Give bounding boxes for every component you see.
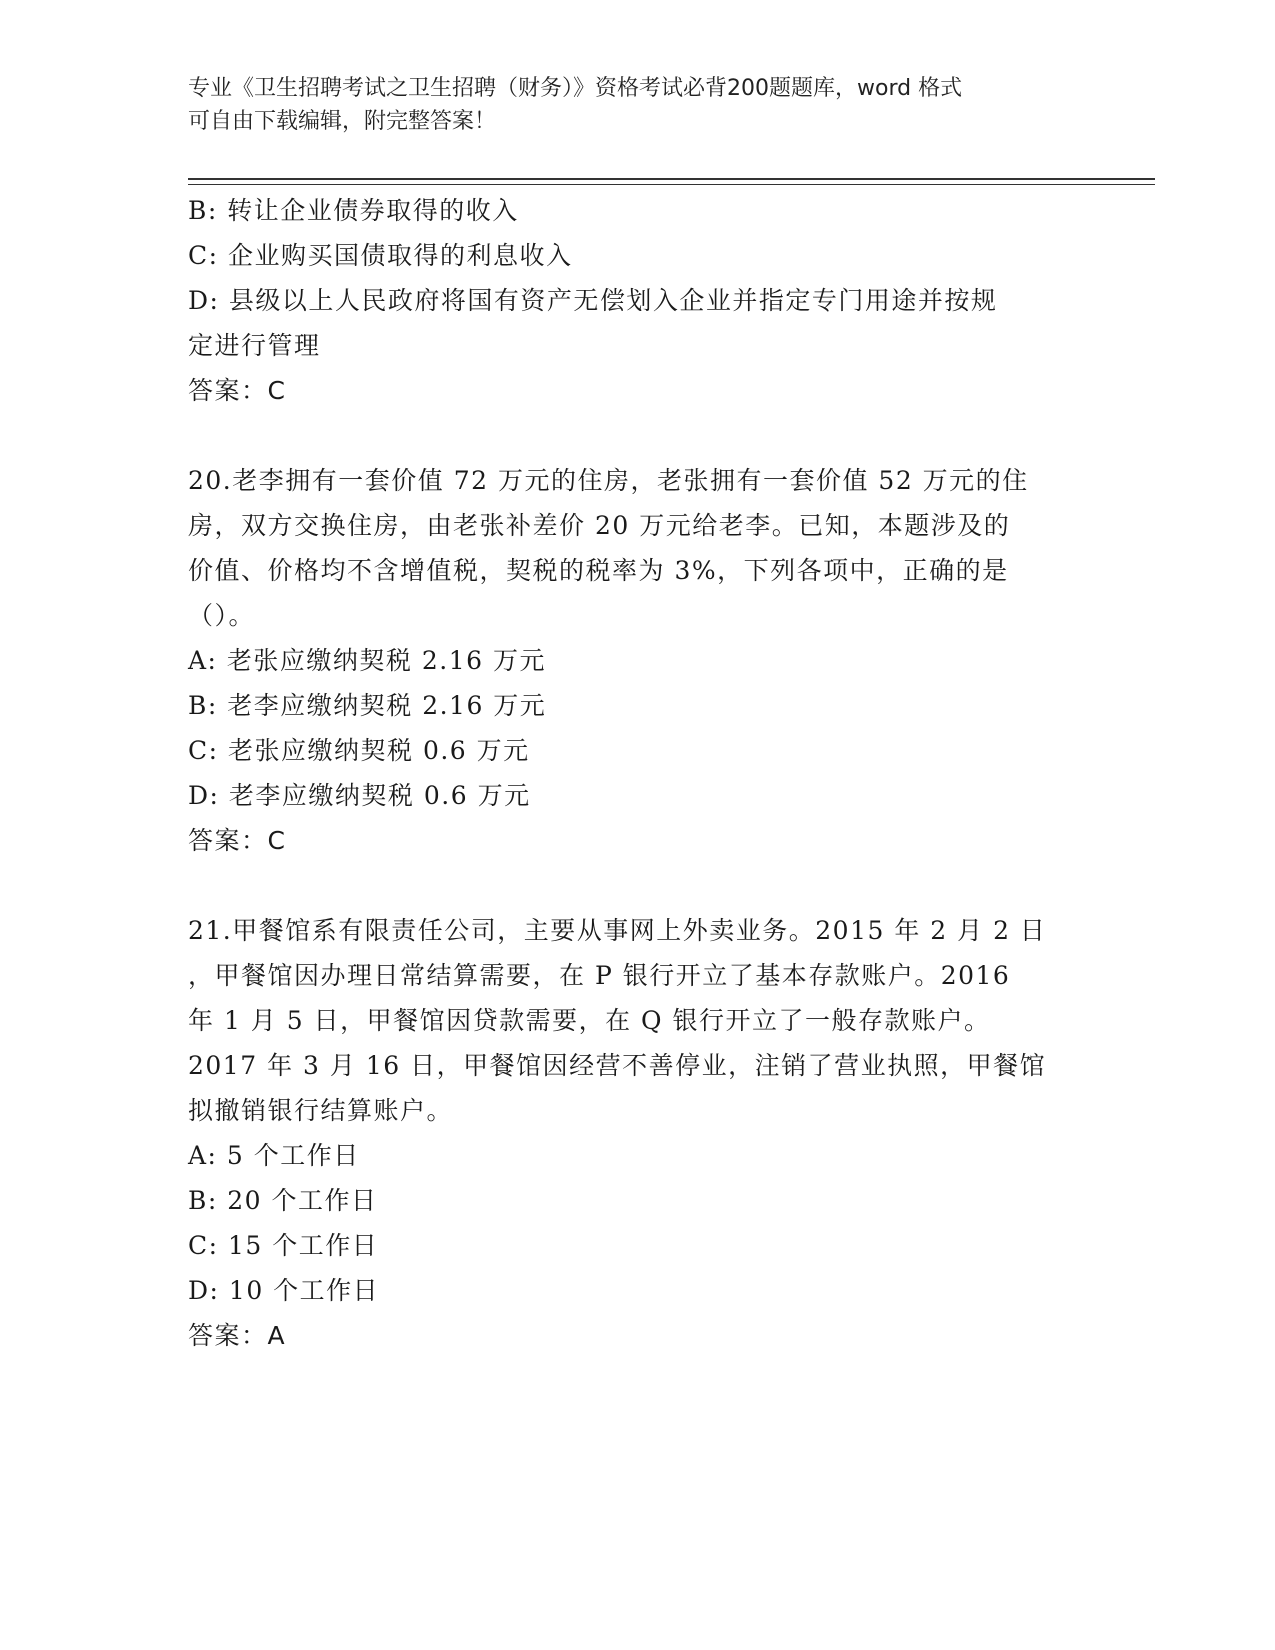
q20-stem-line-3: 价值、价格均不含增值税，契税的税率为 3%，下列各项中，正确的是	[188, 556, 1009, 585]
q20-answer: 答案：C	[188, 826, 287, 855]
q20-option-d: D: 老李应缴纳契税 0.6 万元	[188, 781, 531, 810]
q19-option-b: B: 转让企业债券取得的收入	[188, 196, 519, 225]
question-20	[188, 458, 1093, 863]
q20-stem-line-4: （）。	[188, 601, 256, 630]
q19-option-c: C: 企业购买国债取得的利息收入	[188, 241, 573, 270]
header-divider-thick	[188, 178, 1155, 180]
q21-option-b: B: 20 个工作日	[188, 1186, 378, 1215]
header-title-line-2: 可自由下载编辑，附完整答案！	[188, 109, 497, 134]
q20-stem-line-2: 房，双方交换住房，由老张补差价 20 万元给老李。已知，本题涉及的	[188, 511, 1011, 540]
q19-option-d-line-2: 定进行管理	[188, 331, 321, 360]
question-spacer	[188, 863, 1093, 908]
question-spacer	[188, 413, 1093, 458]
q21-option-a: A: 5 个工作日	[188, 1141, 360, 1170]
question-list	[188, 188, 1093, 1358]
q19-option-d-line-1: D: 县级以上人民政府将国有资产无偿划入企业并指定专门用途并按规	[188, 286, 998, 315]
question-21	[188, 908, 1093, 1358]
q20-option-a: A: 老张应缴纳契税 2.16 万元	[188, 646, 546, 675]
q21-stem-line-3: 年 1 月 5 日，甲餐馆因贷款需要，在 Q 银行开立了一般存款账户。	[188, 1006, 991, 1035]
header-divider-thin	[188, 184, 1155, 185]
q21-stem-line-2: ，甲餐馆因办理日常结算需要，在 P 银行开立了基本存款账户。2016	[188, 961, 1011, 990]
q21-option-d: D: 10 个工作日	[188, 1276, 380, 1305]
q21-stem-line-5: 拟撤销银行结算账户。	[188, 1096, 454, 1125]
q20-option-c: C: 老张应缴纳契税 0.6 万元	[188, 736, 530, 765]
q21-answer: 答案：A	[188, 1321, 287, 1350]
document-header	[188, 72, 1088, 138]
q20-option-b: B: 老李应缴纳契税 2.16 万元	[188, 691, 547, 720]
q21-option-c: C: 15 个工作日	[188, 1231, 379, 1260]
header-title-line-1: 专业《卫生招聘考试之卫生招聘（财务）》资格考试必背200题题库，word 格式	[188, 76, 963, 101]
question-19	[188, 188, 1093, 413]
q21-stem-line-1: 21.甲餐馆系有限责任公司，主要从事网上外卖业务。2015 年 2 月 2 日	[188, 916, 1047, 945]
q21-stem-line-4: 2017 年 3 月 16 日，甲餐馆因经营不善停业，注销了营业执照，甲餐馆	[188, 1051, 1047, 1080]
q19-answer: 答案：C	[188, 376, 287, 405]
q20-stem-line-1: 20.老李拥有一套价值 72 万元的住房，老张拥有一套价值 52 万元的住	[188, 466, 1029, 495]
